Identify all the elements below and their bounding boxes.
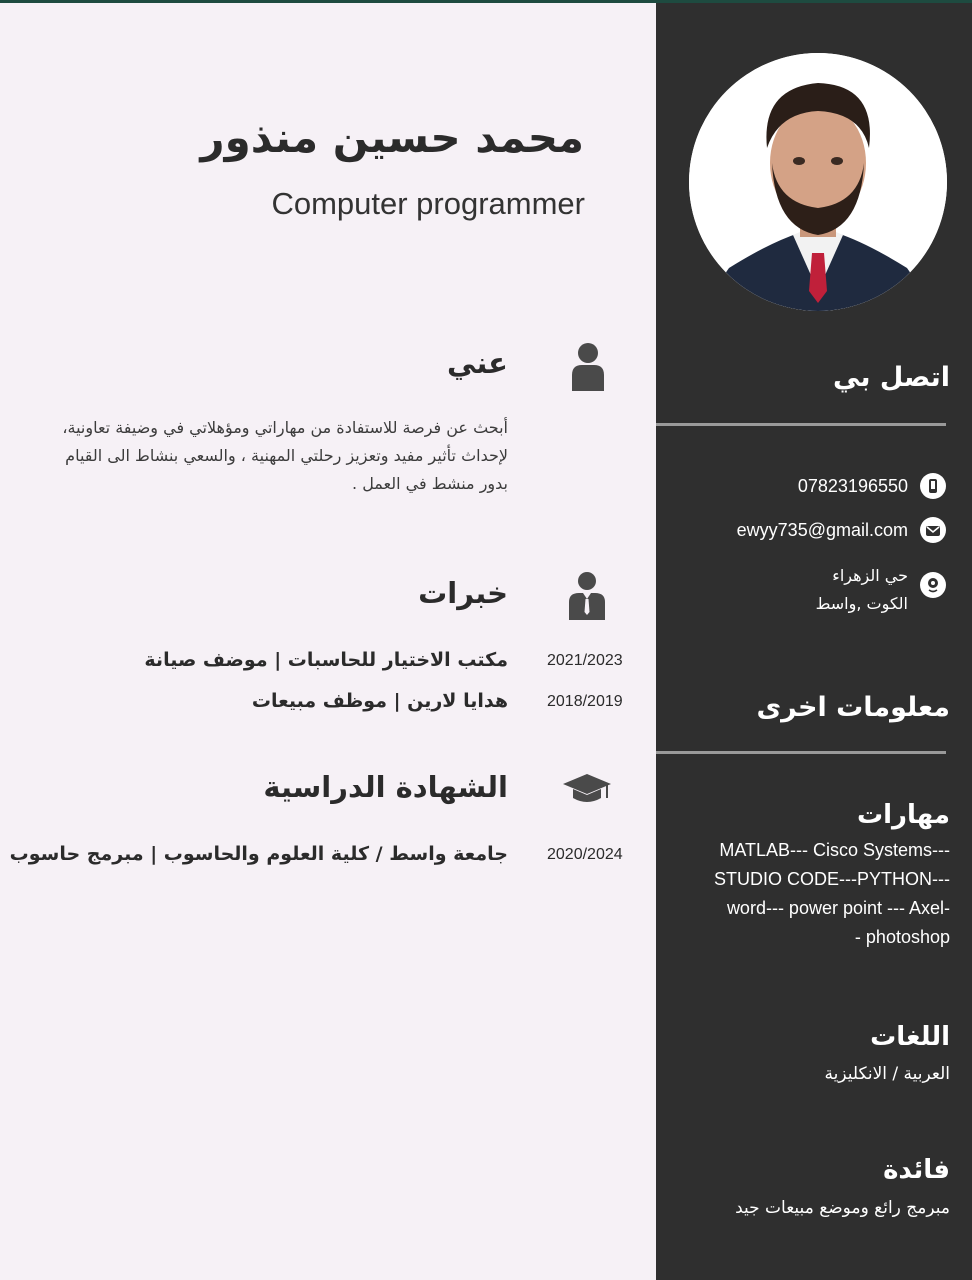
experience-date: 2018/2019 [547, 693, 623, 710]
address-line-1: حي الزهراء [832, 566, 908, 585]
candidate-title: Computer programmer [271, 186, 585, 221]
experience-entry: هدايا لارين | موظف مبيعات [251, 690, 508, 712]
phone-text[interactable]: 07823196550 [797, 475, 908, 496]
phone-icon [920, 473, 946, 499]
experience-entry: مكتب الاختيار للحاسبات | موضف صيانة [144, 649, 508, 671]
contact-divider [656, 423, 946, 426]
skills-line: - photoshop [854, 927, 950, 947]
about-heading: عني [447, 346, 508, 380]
skills-line: MATLAB--- Cisco Systems--- [719, 840, 950, 860]
location-icon [920, 572, 946, 598]
experience-date: 2021/2023 [547, 652, 623, 669]
contact-heading: اتصل بي [833, 362, 950, 393]
skills-heading: مهارات [856, 800, 950, 830]
languages-text: العربية / الانكليزية [824, 1064, 950, 1084]
profile-photo [689, 53, 947, 311]
skills-line: STUDIO CODE---PYTHON--- [714, 869, 950, 889]
education-date: 2020/2024 [547, 846, 623, 863]
email-text[interactable]: ewyy735@gmail.com [736, 519, 908, 540]
experience-heading: خبرات [418, 576, 508, 610]
skills-line: word--- power point --- Axel- [726, 898, 950, 918]
candidate-name: محمد حسين منذور [200, 113, 584, 162]
employee-icon [568, 570, 606, 624]
other-info-divider [656, 751, 946, 754]
address-row [816, 562, 946, 618]
address-line-2: الكوت ,واسط [815, 594, 908, 613]
benefit-text: مبرمج رائع وموضع مبيعات جيد [735, 1198, 950, 1218]
about-text: أبحث عن فرصة للاستفادة من مهاراتي ومؤهلاتي في وضيفة تعاونية، لإحداث تأثير مفيد وتعزيز رحلتي المهنية ، والسعي بنشاط الى القيام بدور منشط في العمل . [62, 418, 508, 493]
graduation-cap-icon [562, 772, 612, 810]
languages-heading: اللغات [870, 1022, 950, 1052]
education-entry: جامعة واسط / كلية العلوم والحاسوب | مبرمج حاسوب [9, 843, 508, 865]
email-row [737, 517, 946, 543]
email-icon [920, 517, 946, 543]
person-icon [570, 341, 606, 395]
skills-list [680, 836, 950, 952]
phone-row [798, 473, 946, 499]
benefit-heading: فائدة [883, 1155, 950, 1185]
education-heading: الشهادة الدراسية [263, 770, 508, 804]
other-info-heading: معلومات اخرى [756, 692, 950, 723]
